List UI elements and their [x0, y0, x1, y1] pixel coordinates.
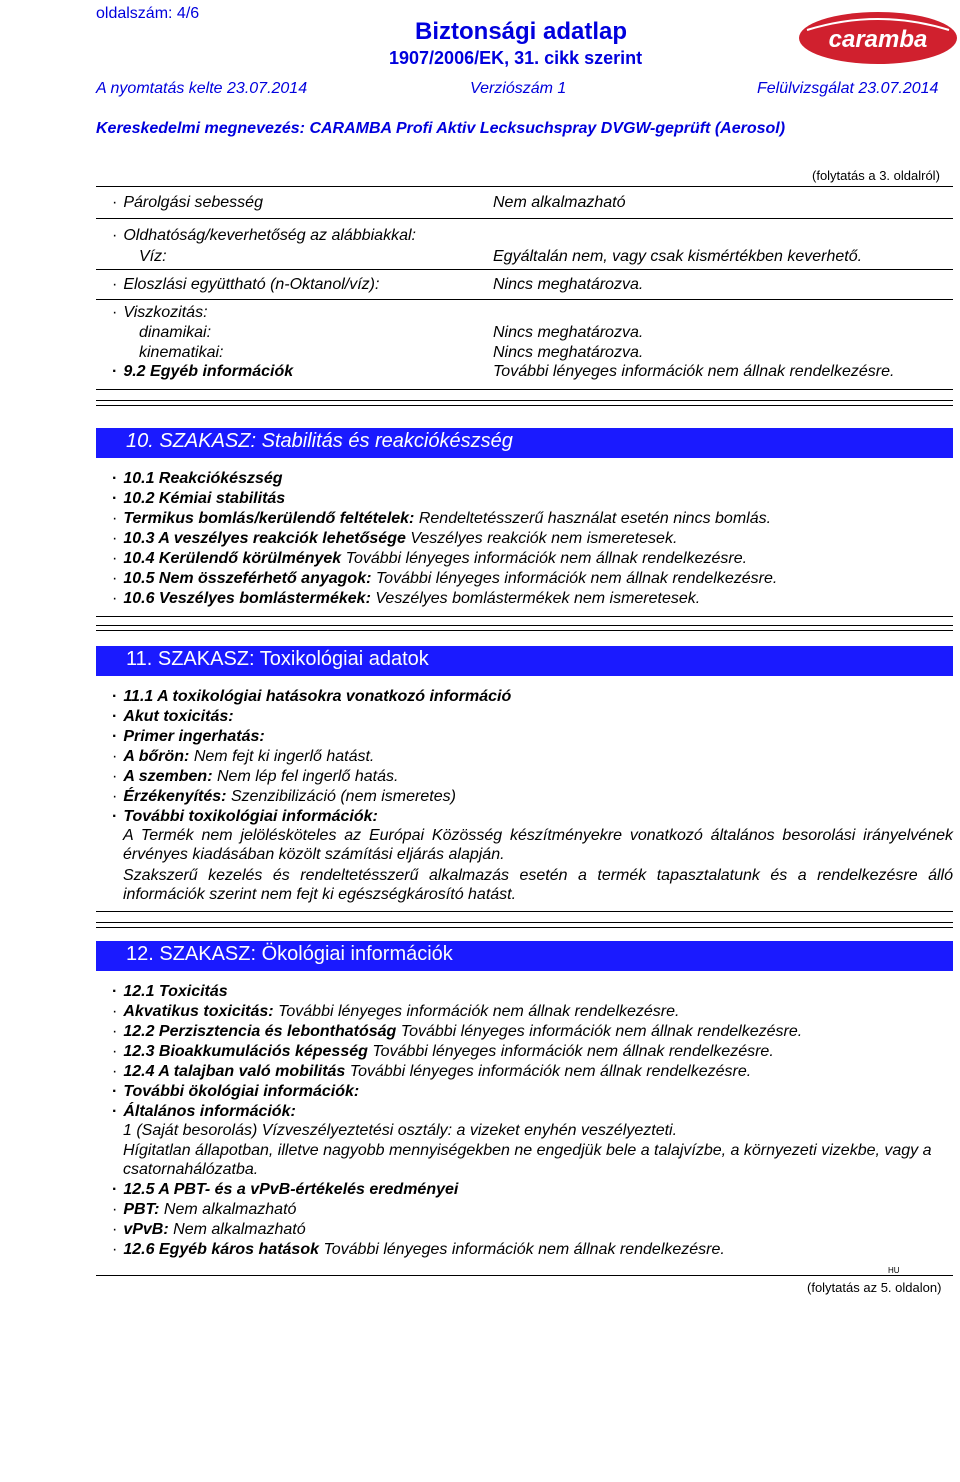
sensitization-value: Szenzibilizáció (nem ismeretes)	[230, 788, 456, 805]
water-hazard-class: 1 (Saját besorolás) Vízveszélyeztetési osztály: a vizeket enyhén veszélyezteti.	[123, 1122, 678, 1139]
conditions-to-avoid	[112, 550, 747, 568]
bioaccumulation	[112, 1043, 774, 1061]
undiluted-warning: Hígitatlan állapotban, illetve nagyobb mennyiségekben ne engedjük bele a talajvízbe, a környezeti vizekbe, vagy a csatornahálózatba.	[123, 1142, 932, 1178]
general-info: · Általános információk:	[112, 1103, 296, 1121]
logo-text: caramba	[828, 26, 928, 53]
other-info-value: További lényeges információk nem állnak rendelkezésre.	[493, 363, 895, 380]
divider	[96, 299, 953, 300]
aquatic-toxicity	[112, 1003, 679, 1021]
tox-paragraph-2: Szakszerű kezelés és rendeltetésszerű alkalmazás esetén a termék tapasztalatunk és a rendelkezésre álló információk szerint nem fejt ki egészségkárosító hatást.	[123, 867, 953, 903]
eye-effect	[112, 768, 398, 786]
soil-mobility-value: További lényeges információk nem állnak rendelkezésre.	[349, 1063, 752, 1080]
persistence-value: További lényeges információk nem állnak rendelkezésre.	[400, 1023, 803, 1040]
evaporation-value: Nem alkalmazható	[493, 194, 626, 211]
water-label: Víz:	[139, 248, 167, 265]
section-10-title: 10. SZAKASZ: Stabilitás és reakciókészség	[126, 430, 513, 452]
bioaccumulation-value: További lényeges információk nem állnak rendelkezésre.	[372, 1043, 774, 1060]
thermal-decomposition-label: Termikus bomlás/kerülendő feltételek:	[123, 510, 415, 527]
persistence	[112, 1023, 802, 1041]
section-12-heading	[96, 941, 953, 971]
acute-toxicity: · Akut toxicitás:	[112, 708, 234, 726]
hazardous-reactions-value: Veszélyes reakciók nem ismeretesek.	[410, 530, 678, 547]
skin-effect-label: A bőrön:	[123, 748, 190, 765]
partition-label: · Eloszlási együttható (n-Oktanol/víz):	[112, 276, 379, 294]
solubility-label: · Oldhatóság/keverhetőség az alábbiakkal:	[112, 227, 416, 245]
water-value: Egyáltalán nem, vagy csak kismértékben keverhető.	[493, 248, 863, 265]
tox-paragraph-1: A Termék nem jelölésköteles az Európai Közösség készítményekre vonatkozó általános besorolási irányelvének érvényes kiadásában közölt számítási eljárás alapján.	[123, 827, 953, 863]
decomposition-products	[112, 590, 700, 608]
section-divider	[96, 922, 953, 928]
section-divider	[96, 625, 953, 631]
vpvb-label: vPvB:	[123, 1221, 169, 1238]
dynamic-value: Nincs meghatározva.	[493, 324, 644, 341]
section-11-heading	[96, 646, 953, 676]
print-date: A nyomtatás kelte 23.07.2014	[96, 80, 308, 97]
decomposition-products-value: Veszélyes bomlástermékek nem ismeretesek.	[375, 590, 701, 607]
sensitization-label: Érzékenyítés:	[123, 788, 227, 805]
pbt-value: Nem alkalmazható	[163, 1201, 297, 1218]
skin-effect-value: Nem fejt ki ingerlő hatást.	[193, 748, 375, 765]
vpvb-value: Nem alkalmazható	[173, 1221, 306, 1238]
eye-effect-label: A szemben:	[123, 768, 213, 785]
vpvb	[112, 1221, 306, 1239]
pbt	[112, 1201, 296, 1219]
other-adverse-effects-label: 12.6 Egyéb káros hatások	[123, 1241, 319, 1258]
page-number: oldalszám: 4/6	[96, 5, 200, 22]
additional-tox-info: · További toxikológiai információk:	[112, 808, 378, 826]
pbt-label: PBT:	[123, 1201, 160, 1218]
sensitization	[112, 788, 456, 806]
divider	[96, 911, 953, 912]
doc-title: Biztonsági adatlap	[415, 18, 628, 45]
other-info-label: · 9.2 Egyéb információk	[112, 363, 293, 381]
divider	[96, 269, 953, 270]
continued-from: (folytatás a 3. oldalról)	[812, 168, 940, 183]
decomposition-products-label: 10.6 Veszélyes bomlástermékek:	[123, 590, 371, 607]
evaporation-label: · Párolgási sebesség	[112, 194, 263, 212]
chemical-stability: · 10.2 Kémiai stabilitás	[112, 490, 285, 508]
tox-info: · 11.1 A toxikológiai hatásokra vonatkozó információ	[112, 688, 511, 706]
caramba-logo	[797, 10, 959, 66]
continued-to: (folytatás az 5. oldalon)	[807, 1280, 942, 1295]
aquatic-toxicity-label: Akvatikus toxicitás:	[123, 1003, 274, 1020]
section-12-title: 12. SZAKASZ: Ökológiai információk	[126, 943, 453, 965]
other-adverse-effects-value: További lényeges információk nem állnak rendelkezésre.	[323, 1241, 725, 1258]
conditions-to-avoid-label: 10.4 Kerülendő körülmények	[123, 550, 342, 567]
trade-name: Kereskedelmi megnevezés: CARAMBA Profi Aktiv Lecksuchspray DVGW-geprüft (Aerosol)	[96, 120, 786, 137]
section-divider	[96, 400, 953, 406]
partition-value: Nincs meghatározva.	[493, 276, 644, 293]
kinematic-label: kinematikai:	[139, 344, 224, 361]
review-date: Felülvizsgálat 23.07.2014	[757, 80, 939, 97]
viscosity-label: · Viszkozitás:	[112, 304, 208, 322]
kinematic-value: Nincs meghatározva.	[493, 344, 644, 361]
incompatible-materials-value: További lényeges információk nem állnak rendelkezésre.	[375, 570, 778, 587]
section-10-heading	[96, 428, 953, 458]
eye-effect-value: Nem lép fel ingerlő hatás.	[216, 768, 399, 785]
aquatic-toxicity-value: További lényeges információk nem állnak rendelkezésre.	[278, 1003, 680, 1020]
incompatible-materials	[112, 570, 777, 588]
hazardous-reactions-label: 10.3 A veszélyes reakciók lehetősége	[123, 530, 406, 547]
conditions-to-avoid-value: További lényeges információk nem állnak rendelkezésre.	[345, 550, 748, 567]
divider	[96, 616, 953, 617]
bioaccumulation-label: 12.3 Bioakkumulációs képesség	[123, 1043, 368, 1060]
soil-mobility-label: 12.4 A talajban való mobilitás	[123, 1063, 346, 1080]
hazardous-reactions	[112, 530, 677, 548]
skin-effect	[112, 748, 374, 766]
divider	[96, 1275, 953, 1276]
thermal-decomposition-value: Rendeltetésszerű használat esetén nincs bomlás.	[418, 510, 772, 527]
divider	[96, 218, 953, 219]
other-adverse-effects	[112, 1241, 725, 1259]
reactivity: · 10.1 Reakciókészség	[112, 470, 283, 488]
incompatible-materials-label: 10.5 Nem összeférhető anyagok:	[123, 570, 372, 587]
version: Verziószám 1	[470, 80, 567, 97]
thermal-decomposition	[112, 510, 771, 528]
persistence-label: 12.2 Perzisztencia és lebonthatóság	[123, 1023, 397, 1040]
additional-eco-info: · További ökológiai információk:	[112, 1083, 359, 1101]
dynamic-label: dinamikai:	[139, 324, 212, 341]
primary-irritation: · Primer ingerhatás:	[112, 728, 265, 746]
divider	[96, 186, 953, 187]
divider	[96, 389, 953, 390]
doc-subtitle: 1907/2006/EK, 31. cikk szerint	[389, 48, 643, 68]
section-11-title: 11. SZAKASZ: Toxikológiai adatok	[126, 648, 429, 670]
toxicity: · 12.1 Toxicitás	[112, 983, 228, 1001]
language-code: HU	[888, 1266, 900, 1275]
soil-mobility	[112, 1063, 751, 1081]
pbt-assessment: · 12.5 A PBT- és a vPvB-értékelés eredményei	[112, 1181, 458, 1199]
